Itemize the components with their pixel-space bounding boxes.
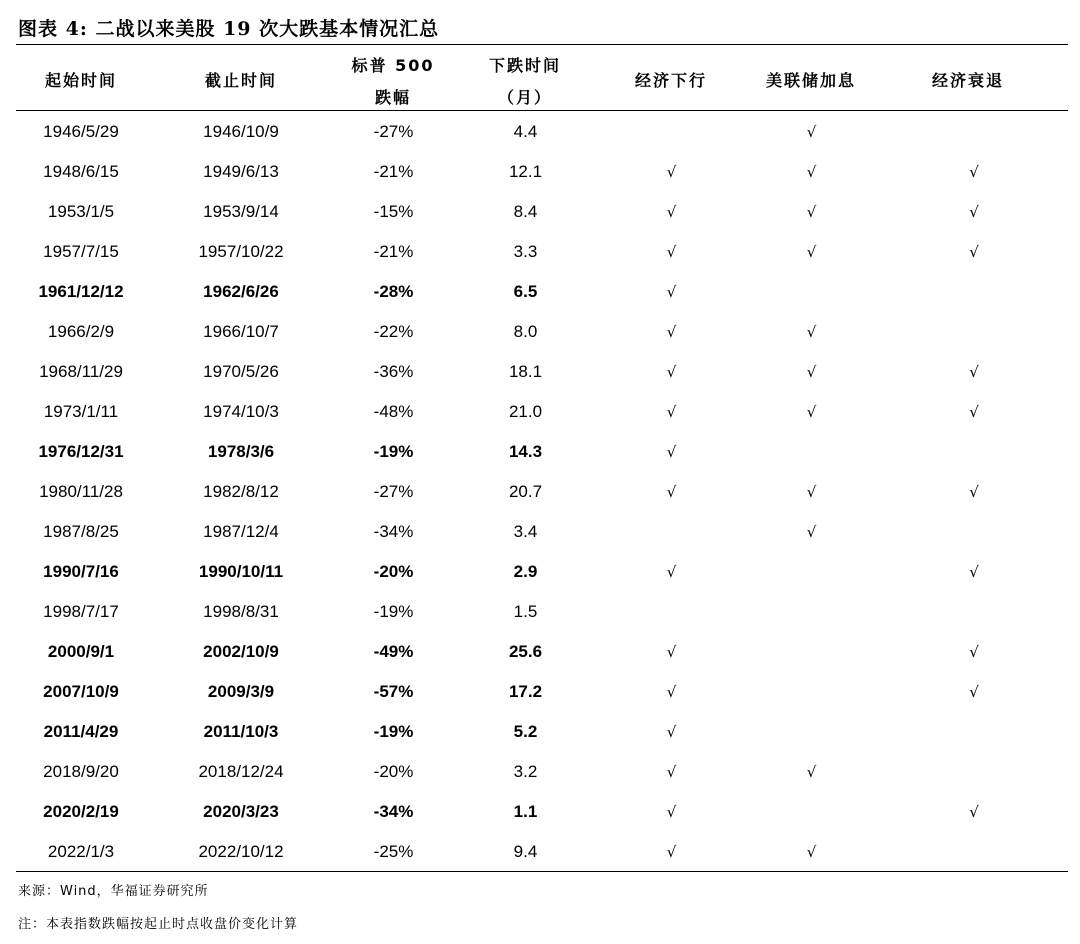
cell-end-time: 1953/9/14 bbox=[203, 202, 279, 221]
check-mark-icon: √ bbox=[666, 163, 677, 181]
cell-econ-down bbox=[600, 592, 743, 632]
crash-table bbox=[16, 112, 1068, 872]
header-start-time: 起始时间 bbox=[44, 71, 118, 90]
cell-econ-down bbox=[600, 232, 743, 272]
cell-end-time: 1978/3/6 bbox=[207, 442, 275, 461]
cell-econ-down bbox=[600, 712, 743, 752]
header-fed-hike: 美联储加息 bbox=[765, 71, 857, 90]
cell-start-time: 1946/5/29 bbox=[43, 122, 119, 141]
cell-start-time: 2018/9/20 bbox=[43, 762, 119, 781]
table-row bbox=[16, 792, 1068, 832]
cell-recession bbox=[880, 552, 1068, 592]
cell-recession bbox=[880, 112, 1068, 152]
cell-end-time: 2009/3/9 bbox=[207, 682, 275, 701]
check-mark-icon: √ bbox=[806, 483, 817, 501]
check-mark-icon: √ bbox=[969, 403, 979, 421]
check-mark-icon: √ bbox=[969, 483, 979, 501]
cell-recession bbox=[880, 712, 1068, 752]
cell-recession bbox=[880, 752, 1068, 792]
check-mark-icon: √ bbox=[666, 843, 677, 861]
cell-start-time: 1961/12/12 bbox=[38, 282, 124, 301]
cell-sp500-drop: -22% bbox=[373, 322, 414, 341]
cell-fed-hike bbox=[743, 712, 880, 752]
table-row bbox=[16, 232, 1068, 272]
cell-econ-down bbox=[600, 672, 743, 712]
table-row bbox=[16, 592, 1068, 632]
cell-decline-months: 20.7 bbox=[508, 482, 543, 501]
cell-fed-hike bbox=[743, 512, 880, 552]
cell-sp500-drop: -25% bbox=[373, 842, 414, 861]
check-mark-icon: √ bbox=[806, 243, 817, 261]
check-mark-icon: √ bbox=[666, 723, 677, 741]
check-mark-icon: √ bbox=[806, 323, 817, 341]
cell-econ-down bbox=[600, 632, 743, 672]
cell-recession bbox=[880, 832, 1068, 872]
cell-start-time: 1957/7/15 bbox=[43, 242, 119, 261]
cell-sp500-drop: -20% bbox=[373, 562, 414, 581]
cell-econ-down bbox=[600, 352, 743, 392]
cell-decline-months: 25.6 bbox=[508, 642, 543, 661]
check-mark-icon: √ bbox=[666, 203, 677, 221]
cell-econ-down bbox=[600, 112, 743, 152]
cell-decline-months: 3.3 bbox=[513, 242, 538, 261]
table-row bbox=[16, 752, 1068, 792]
check-mark-icon: √ bbox=[666, 443, 677, 461]
cell-end-time: 1946/10/9 bbox=[203, 122, 279, 141]
cell-sp500-drop: -21% bbox=[373, 242, 414, 261]
check-mark-icon: √ bbox=[806, 763, 817, 781]
cell-end-time: 1966/10/7 bbox=[203, 322, 279, 341]
cell-start-time: 2000/9/1 bbox=[47, 642, 115, 661]
cell-decline-months: 8.4 bbox=[513, 202, 538, 221]
check-mark-icon: √ bbox=[969, 163, 979, 181]
table-row bbox=[16, 112, 1068, 152]
cell-sp500-drop: -34% bbox=[373, 522, 414, 541]
check-mark-icon: √ bbox=[666, 643, 677, 661]
cell-decline-months: 17.2 bbox=[508, 682, 543, 701]
cell-end-time: 1990/10/11 bbox=[198, 562, 284, 581]
cell-start-time: 1976/12/31 bbox=[38, 442, 124, 461]
check-mark-icon: √ bbox=[666, 243, 677, 261]
cell-sp500-drop: -57% bbox=[373, 682, 414, 701]
cell-recession bbox=[880, 232, 1068, 272]
cell-recession bbox=[880, 312, 1068, 352]
check-mark-icon: √ bbox=[666, 683, 677, 701]
cell-decline-months: 6.5 bbox=[513, 282, 538, 301]
check-mark-icon: √ bbox=[969, 363, 979, 381]
cell-fed-hike bbox=[743, 272, 880, 312]
cell-sp500-drop: -28% bbox=[373, 282, 414, 301]
cell-fed-hike bbox=[743, 832, 880, 872]
check-mark-icon: √ bbox=[969, 803, 979, 821]
cell-recession bbox=[880, 272, 1068, 312]
cell-econ-down bbox=[600, 152, 743, 192]
cell-fed-hike bbox=[743, 392, 880, 432]
header-rule bbox=[16, 110, 1068, 111]
cell-end-time: 1970/5/26 bbox=[203, 362, 279, 381]
cell-econ-down bbox=[600, 472, 743, 512]
cell-sp500-drop: -19% bbox=[373, 602, 414, 621]
cell-start-time: 1953/1/5 bbox=[47, 202, 115, 221]
cell-end-time: 2020/3/23 bbox=[203, 802, 279, 821]
cell-econ-down bbox=[600, 512, 743, 552]
check-mark-icon: √ bbox=[969, 643, 979, 661]
check-mark-icon: √ bbox=[666, 763, 677, 781]
header-months-line1: 下跌时间 bbox=[488, 56, 562, 75]
cell-sp500-drop: -48% bbox=[373, 402, 414, 421]
cell-start-time: 2011/4/29 bbox=[43, 722, 119, 741]
check-mark-icon: √ bbox=[969, 563, 979, 581]
cell-fed-hike bbox=[743, 152, 880, 192]
cell-start-time: 1998/7/17 bbox=[43, 602, 119, 621]
cell-decline-months: 3.2 bbox=[513, 762, 538, 781]
check-mark-icon: √ bbox=[969, 243, 979, 261]
cell-econ-down bbox=[600, 832, 743, 872]
cell-recession bbox=[880, 512, 1068, 552]
cell-fed-hike bbox=[743, 792, 880, 832]
check-mark-icon: √ bbox=[666, 483, 677, 501]
table-row bbox=[16, 432, 1068, 472]
cell-sp500-drop: -15% bbox=[373, 202, 414, 221]
header-end-time: 截止时间 bbox=[204, 71, 278, 90]
table-row bbox=[16, 552, 1068, 592]
cell-fed-hike bbox=[743, 592, 880, 632]
cell-econ-down bbox=[600, 312, 743, 352]
cell-econ-down bbox=[600, 272, 743, 312]
table-row bbox=[16, 632, 1068, 672]
check-mark-icon: √ bbox=[666, 323, 677, 341]
check-mark-icon: √ bbox=[806, 523, 817, 541]
cell-recession bbox=[880, 192, 1068, 232]
cell-fed-hike bbox=[743, 312, 880, 352]
cell-sp500-drop: -21% bbox=[373, 162, 414, 181]
cell-recession bbox=[880, 152, 1068, 192]
table-row bbox=[16, 192, 1068, 232]
cell-start-time: 2022/1/3 bbox=[47, 842, 115, 861]
table-row bbox=[16, 672, 1068, 712]
table-row bbox=[16, 832, 1068, 872]
cell-start-time: 1968/11/29 bbox=[39, 362, 123, 381]
cell-fed-hike bbox=[743, 352, 880, 392]
check-mark-icon: √ bbox=[806, 203, 817, 221]
cell-fed-hike bbox=[743, 192, 880, 232]
cell-end-time: 2022/10/12 bbox=[198, 842, 284, 861]
cell-end-time: 1962/6/26 bbox=[203, 282, 279, 301]
cell-fed-hike bbox=[743, 672, 880, 712]
figure-title: 图表 4: 二战以来美股 19 次大跌基本情况汇总 bbox=[18, 18, 440, 40]
cell-decline-months: 8.0 bbox=[513, 322, 538, 341]
check-mark-icon: √ bbox=[806, 403, 817, 421]
check-mark-icon: √ bbox=[806, 363, 817, 381]
check-mark-icon: √ bbox=[666, 363, 677, 381]
cell-econ-down bbox=[600, 552, 743, 592]
bottom-rule bbox=[16, 871, 1068, 872]
cell-decline-months: 12.1 bbox=[508, 162, 543, 181]
cell-start-time: 1987/8/25 bbox=[43, 522, 119, 541]
header-sp500-line2: 跌幅 bbox=[374, 88, 412, 107]
top-rule bbox=[16, 44, 1068, 45]
cell-recession bbox=[880, 352, 1068, 392]
cell-sp500-drop: -36% bbox=[373, 362, 414, 381]
table-row bbox=[16, 392, 1068, 432]
check-mark-icon: √ bbox=[969, 683, 979, 701]
check-mark-icon: √ bbox=[969, 203, 979, 221]
cell-decline-months: 2.9 bbox=[513, 562, 538, 581]
cell-start-time: 1948/6/15 bbox=[43, 162, 119, 181]
cell-recession bbox=[880, 432, 1068, 472]
check-mark-icon: √ bbox=[806, 843, 817, 861]
cell-sp500-drop: -27% bbox=[373, 482, 414, 501]
cell-end-time: 1974/10/3 bbox=[203, 402, 279, 421]
cell-decline-months: 9.4 bbox=[513, 842, 538, 861]
cell-fed-hike bbox=[743, 472, 880, 512]
cell-sp500-drop: -20% bbox=[373, 762, 414, 781]
table-row bbox=[16, 472, 1068, 512]
cell-fed-hike bbox=[743, 752, 880, 792]
cell-start-time: 1973/1/11 bbox=[43, 402, 119, 421]
cell-decline-months: 18.1 bbox=[508, 362, 543, 381]
cell-end-time: 1957/10/22 bbox=[198, 242, 284, 261]
header-sp500-line1: 标普 500 bbox=[351, 56, 435, 75]
cell-sp500-drop: -19% bbox=[373, 722, 414, 741]
header-months-line2: （月） bbox=[497, 88, 553, 107]
cell-recession bbox=[880, 672, 1068, 712]
cell-recession bbox=[880, 472, 1068, 512]
header-recession: 经济衰退 bbox=[931, 71, 1005, 90]
cell-decline-months: 1.1 bbox=[513, 802, 538, 821]
table-row bbox=[16, 512, 1068, 552]
check-mark-icon: √ bbox=[666, 803, 677, 821]
cell-recession bbox=[880, 392, 1068, 432]
cell-fed-hike bbox=[743, 112, 880, 152]
table-row bbox=[16, 712, 1068, 752]
cell-end-time: 1982/8/12 bbox=[203, 482, 279, 501]
cell-econ-down bbox=[600, 432, 743, 472]
cell-sp500-drop: -19% bbox=[373, 442, 414, 461]
cell-sp500-drop: -34% bbox=[373, 802, 414, 821]
cell-start-time: 1966/2/9 bbox=[47, 322, 115, 341]
table-row bbox=[16, 152, 1068, 192]
cell-start-time: 1980/11/28 bbox=[39, 482, 123, 501]
check-mark-icon: √ bbox=[666, 563, 677, 581]
table-row bbox=[16, 272, 1068, 312]
check-mark-icon: √ bbox=[666, 403, 677, 421]
cell-start-time: 1990/7/16 bbox=[43, 562, 119, 581]
cell-end-time: 1998/8/31 bbox=[203, 602, 279, 621]
check-mark-icon: √ bbox=[806, 123, 817, 141]
cell-decline-months: 3.4 bbox=[513, 522, 538, 541]
cell-sp500-drop: -27% bbox=[373, 122, 414, 141]
cell-fed-hike bbox=[743, 552, 880, 592]
cell-start-time: 2007/10/9 bbox=[43, 682, 119, 701]
cell-end-time: 2018/12/24 bbox=[198, 762, 284, 781]
cell-decline-months: 4.4 bbox=[513, 122, 538, 141]
cell-econ-down bbox=[600, 392, 743, 432]
cell-end-time: 1949/6/13 bbox=[203, 162, 279, 181]
table-row bbox=[16, 352, 1068, 392]
cell-decline-months: 5.2 bbox=[513, 722, 538, 741]
cell-recession bbox=[880, 592, 1068, 632]
cell-decline-months: 14.3 bbox=[508, 442, 543, 461]
source-note: 来源：Wind，华福证券研究所 bbox=[18, 884, 209, 899]
cell-fed-hike bbox=[743, 632, 880, 672]
cell-fed-hike bbox=[743, 232, 880, 272]
cell-end-time: 1987/12/4 bbox=[203, 522, 279, 541]
cell-decline-months: 1.5 bbox=[513, 602, 538, 621]
cell-decline-months: 21.0 bbox=[508, 402, 543, 421]
cell-econ-down bbox=[600, 792, 743, 832]
header-econ-down: 经济下行 bbox=[634, 71, 708, 90]
cell-start-time: 2020/2/19 bbox=[43, 802, 119, 821]
cell-econ-down bbox=[600, 192, 743, 232]
cell-fed-hike bbox=[743, 432, 880, 472]
footnote: 注：本表指数跌幅按起止时点收盘价变化计算 bbox=[18, 917, 299, 932]
cell-econ-down bbox=[600, 752, 743, 792]
cell-end-time: 2011/10/3 bbox=[203, 722, 279, 741]
table-row bbox=[16, 312, 1068, 352]
check-mark-icon: √ bbox=[666, 283, 677, 301]
cell-recession bbox=[880, 632, 1068, 672]
check-mark-icon: √ bbox=[806, 163, 817, 181]
cell-sp500-drop: -49% bbox=[373, 642, 414, 661]
cell-recession bbox=[880, 792, 1068, 832]
cell-end-time: 2002/10/9 bbox=[203, 642, 279, 661]
